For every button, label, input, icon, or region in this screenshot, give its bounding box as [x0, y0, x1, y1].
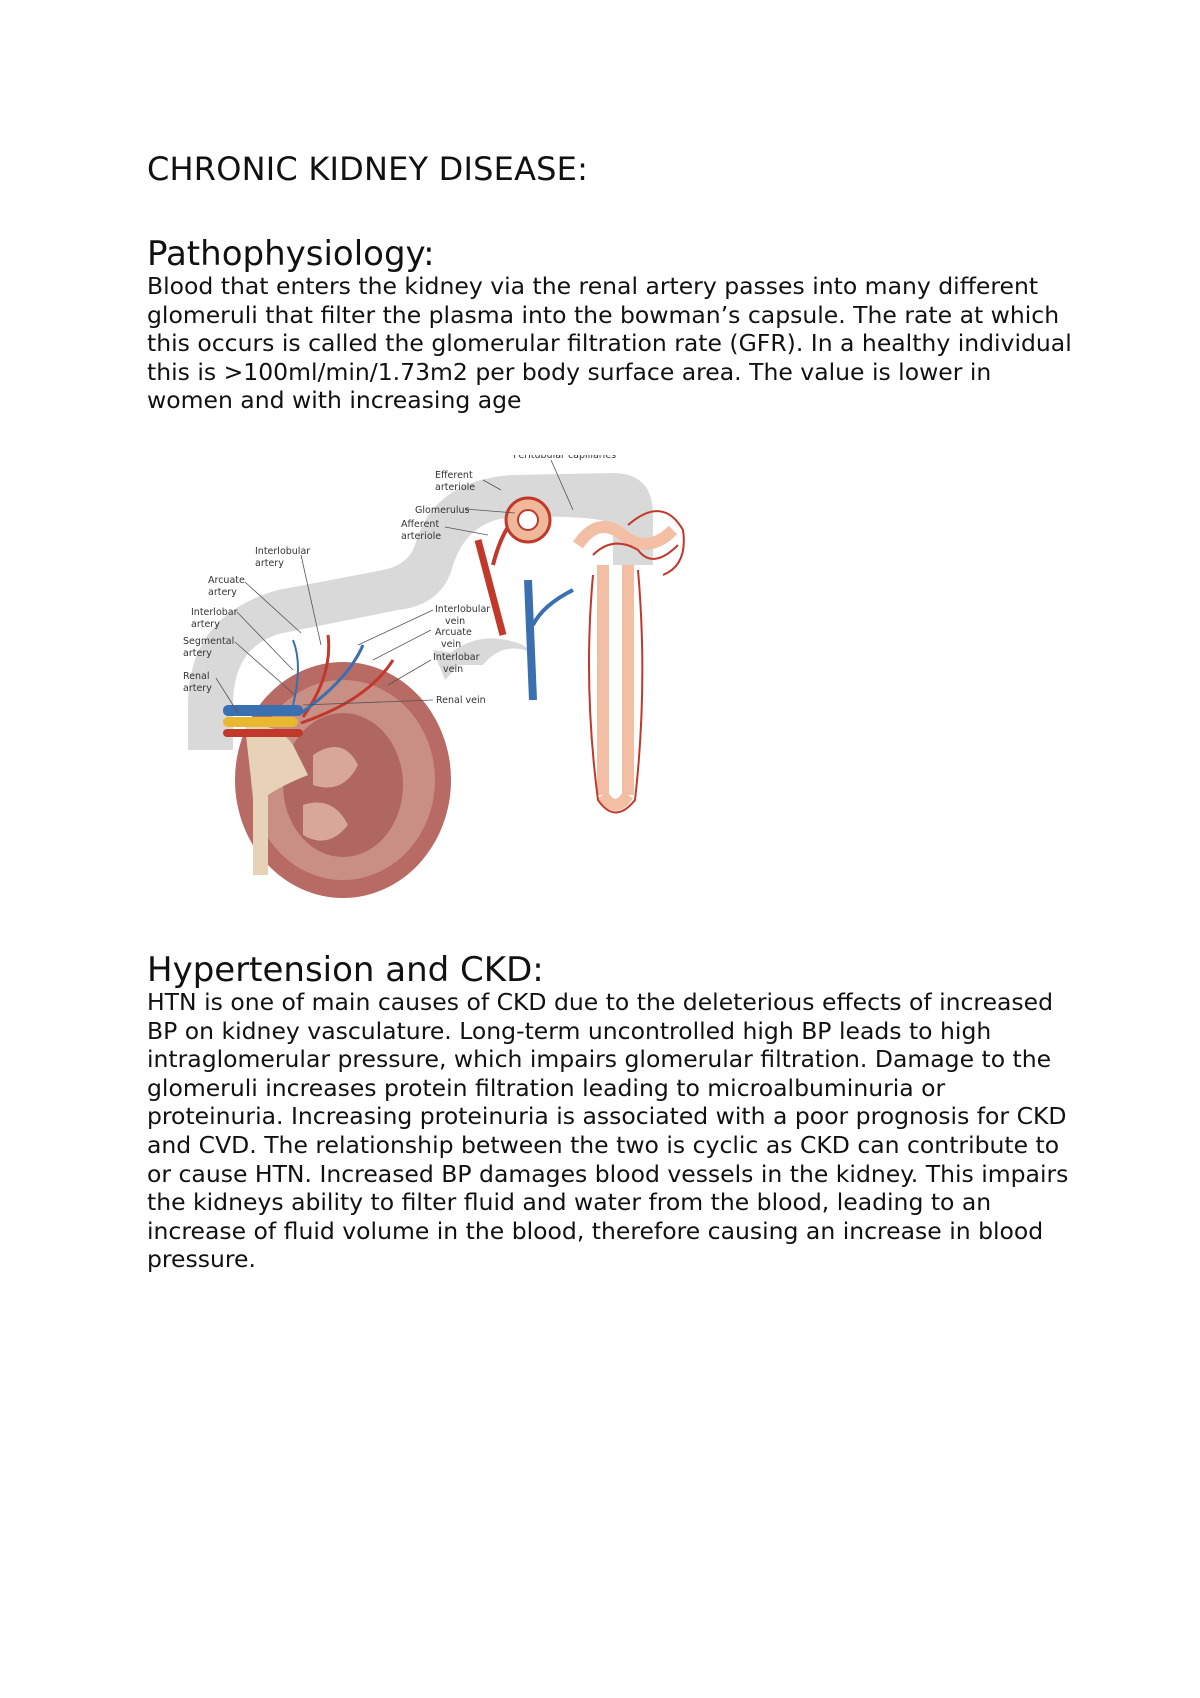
pathophysiology-heading: Pathophysiology:	[147, 234, 435, 274]
label-interlobar-vein-2: vein	[443, 664, 464, 675]
label-interlobular-vein-1: Interlobular	[435, 604, 491, 615]
hypertension-paragraph: HTN is one of main causes of CKD due to the deleterious effects of increased BP on kidney vasculature. Long-term uncontrolled high BP leads to high intraglomerular pressure, which impairs glomerular filtration. Damage to the glomeruli increases protein filtration leading to microalbuminuria or proteinuria. Increasing proteinuria is associated with a poor prognosis for CKD and CVD. The relationship between the two is cyclic as CKD can contribute to or cause HTN. Increased BP damages blood vessels in the kidney. This impairs the kidneys ability to filter fluid and water from the blood, leading to an increase of fluid volume in the blood, therefore causing an increase in blood pressure.	[147, 988, 1069, 1274]
pathophysiology-paragraph: Blood that enters the kidney via the renal artery passes into many different glomeruli that filter the plasma into the bowman’s capsule. The rate at which this occurs is called the glomerular filtration rate (GFR). In a healthy individual this is >100ml/min/1.73m2 per body surface area. The value is lower in women and with increasing age	[147, 272, 1072, 415]
label-afferent-2: arteriole	[401, 531, 442, 542]
kidney-nephron-illustration	[183, 455, 748, 910]
label-interlobular-artery-2: artery	[255, 558, 284, 569]
hypertension-heading: Hypertension and CKD:	[147, 950, 544, 990]
label-arcuate-vein-2: vein	[441, 639, 462, 650]
label-arcuate-vein-1: Arcuate	[435, 627, 472, 638]
label-efferent-1: Efferent	[435, 470, 473, 481]
label-renal-artery-1: Renal	[183, 671, 210, 682]
label-renal-vein: Renal vein	[436, 695, 486, 706]
label-efferent-2: arteriole	[435, 482, 476, 493]
label-peritubular: Peritubular capillaries	[513, 455, 617, 461]
document-title: CHRONIC KIDNEY DISEASE:	[147, 150, 589, 188]
label-glomerulus: Glomerulus	[415, 505, 470, 516]
label-renal-artery-2: artery	[183, 683, 212, 694]
label-interlobar-artery-1: Interlobar	[191, 607, 238, 618]
label-interlobular-artery-1: Interlobular	[255, 546, 311, 557]
kidney-nephron-diagram	[183, 455, 748, 910]
label-arcuate-artery-2: artery	[208, 587, 237, 598]
label-segmental-artery-1: Segmental	[183, 636, 235, 647]
label-interlobular-vein-2: vein	[445, 616, 466, 627]
label-arcuate-artery-1: Arcuate	[208, 575, 245, 586]
label-segmental-artery-2: artery	[183, 648, 212, 659]
label-interlobar-artery-2: artery	[191, 619, 220, 630]
label-interlobar-vein-1: Interlobar	[433, 652, 480, 663]
label-afferent-1: Afferent	[401, 519, 440, 530]
